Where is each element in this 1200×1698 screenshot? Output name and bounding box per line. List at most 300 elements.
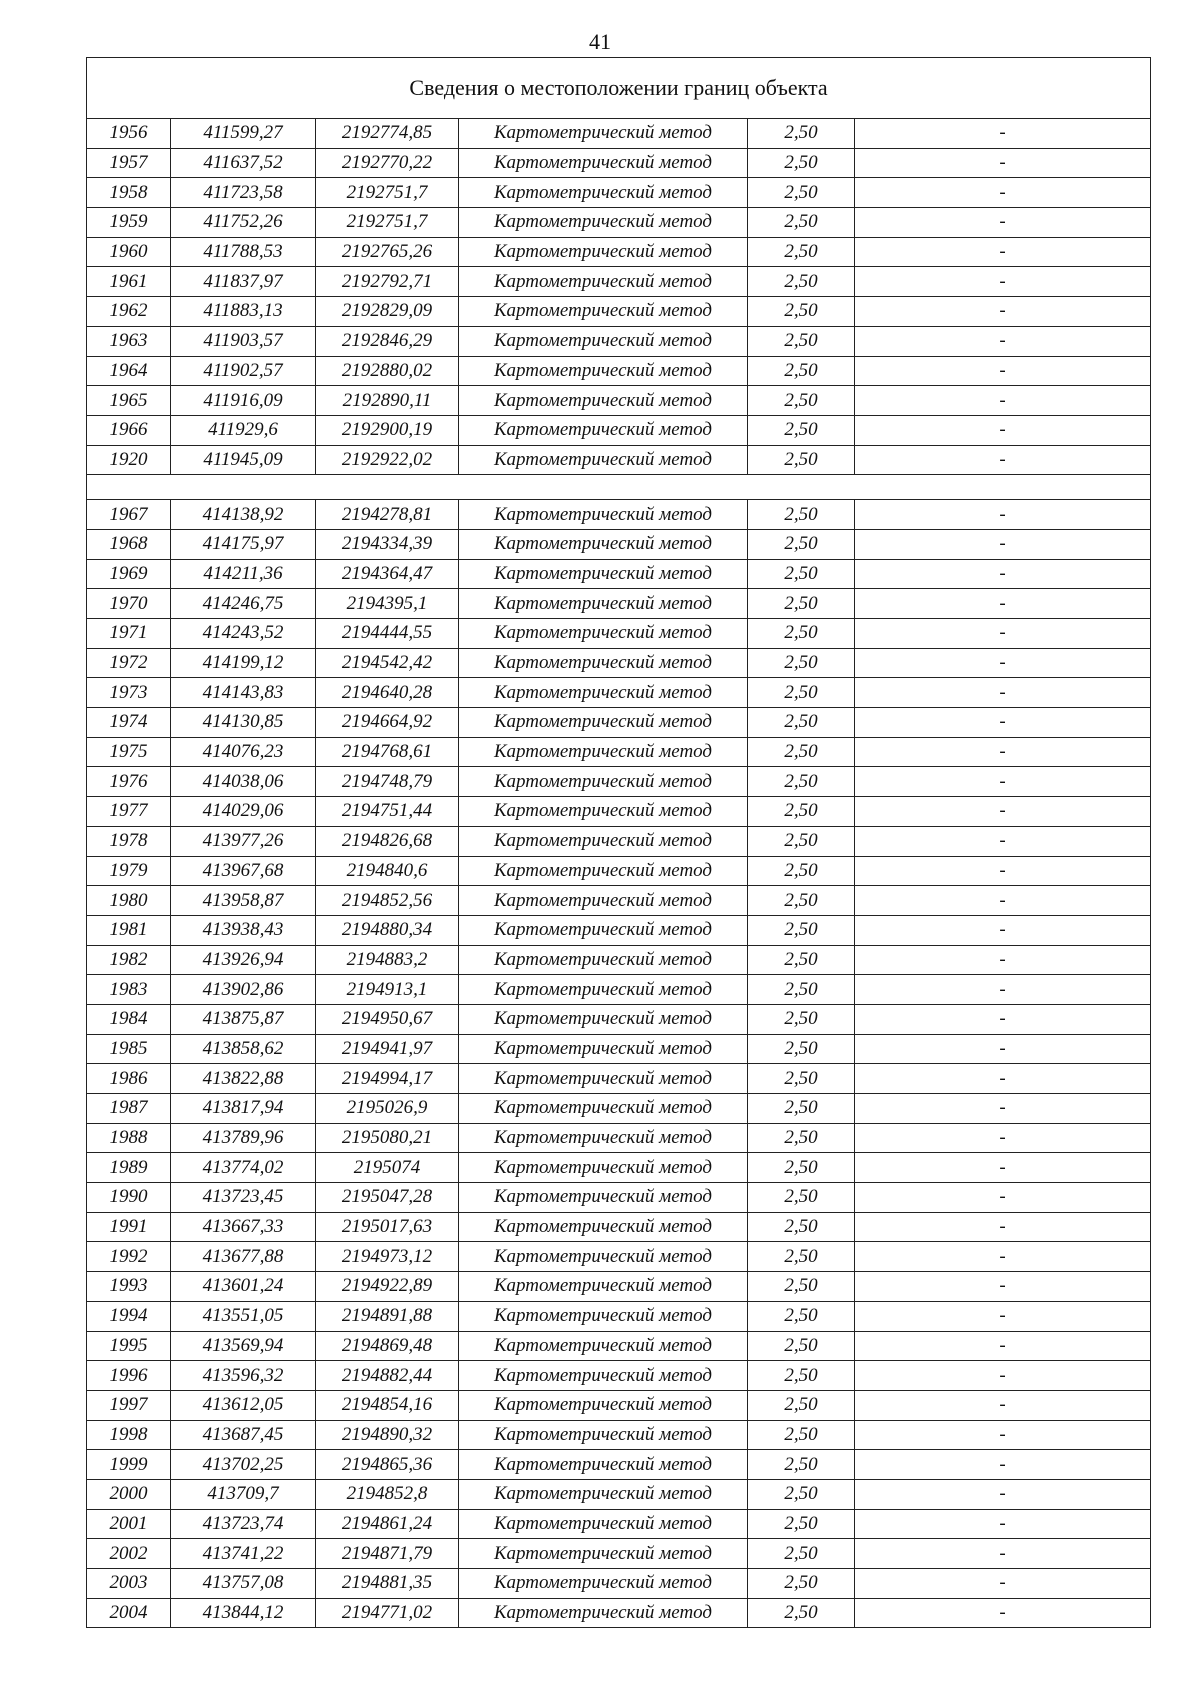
method-cell: Картометрический метод: [459, 386, 748, 416]
y-coordinate-cell: 2192829,09: [316, 297, 459, 327]
x-coordinate-cell: 414138,92: [171, 500, 316, 530]
table-row: [87, 1539, 1151, 1569]
point-number-cell: 1994: [87, 1301, 171, 1331]
method-cell: Картометрический метод: [459, 1539, 748, 1569]
description-cell: -: [855, 1361, 1151, 1391]
point-number-cell: 1985: [87, 1034, 171, 1064]
description-cell: -: [855, 1094, 1151, 1124]
x-coordinate-cell: 411599,27: [171, 119, 316, 149]
description-cell: -: [855, 1569, 1151, 1599]
description-cell: -: [855, 1123, 1151, 1153]
method-cell: Картометрический метод: [459, 148, 748, 178]
x-coordinate-cell: 413938,43: [171, 915, 316, 945]
y-coordinate-cell: 2194751,44: [316, 797, 459, 827]
table-caption-row: [87, 58, 1151, 119]
method-cell: Картометрический метод: [459, 1450, 748, 1480]
table-row: [87, 326, 1151, 356]
method-cell: Картометрический метод: [459, 1153, 748, 1183]
point-number-cell: 1973: [87, 678, 171, 708]
x-coordinate-cell: 414076,23: [171, 737, 316, 767]
table-row: [87, 208, 1151, 238]
point-number-cell: 2000: [87, 1479, 171, 1509]
y-coordinate-cell: 2194871,79: [316, 1539, 459, 1569]
x-coordinate-cell: 413569,94: [171, 1331, 316, 1361]
method-cell: Картометрический метод: [459, 708, 748, 738]
y-coordinate-cell: 2192770,22: [316, 148, 459, 178]
point-number-cell: 2002: [87, 1539, 171, 1569]
description-cell: -: [855, 178, 1151, 208]
y-coordinate-cell: 2194364,47: [316, 559, 459, 589]
table-row: [87, 915, 1151, 945]
method-cell: Картометрический метод: [459, 237, 748, 267]
point-number-cell: 1963: [87, 326, 171, 356]
point-number-cell: 1970: [87, 589, 171, 619]
precision-cell: 2,50: [748, 648, 855, 678]
y-coordinate-cell: 2195017,63: [316, 1212, 459, 1242]
table-row: [87, 1450, 1151, 1480]
x-coordinate-cell: 414038,06: [171, 767, 316, 797]
precision-cell: 2,50: [748, 1242, 855, 1272]
point-number-cell: 1992: [87, 1242, 171, 1272]
table-row: [87, 445, 1151, 475]
method-cell: Картометрический метод: [459, 589, 748, 619]
precision-cell: 2,50: [748, 208, 855, 238]
x-coordinate-cell: 413709,7: [171, 1479, 316, 1509]
method-cell: Картометрический метод: [459, 1331, 748, 1361]
table-row: [87, 1212, 1151, 1242]
table-row: [87, 237, 1151, 267]
method-cell: Картометрический метод: [459, 1212, 748, 1242]
point-number-cell: 2004: [87, 1598, 171, 1628]
boundary-coordinates-table: [86, 57, 1151, 1628]
table-row: [87, 619, 1151, 649]
x-coordinate-cell: 413601,24: [171, 1272, 316, 1302]
x-coordinate-cell: 414029,06: [171, 797, 316, 827]
x-coordinate-cell: 413902,86: [171, 975, 316, 1005]
precision-cell: 2,50: [748, 708, 855, 738]
method-cell: Картометрический метод: [459, 297, 748, 327]
point-number-cell: 1995: [87, 1331, 171, 1361]
table-row: [87, 178, 1151, 208]
table-row: [87, 945, 1151, 975]
x-coordinate-cell: 411637,52: [171, 148, 316, 178]
x-coordinate-cell: 413926,94: [171, 945, 316, 975]
x-coordinate-cell: 414243,52: [171, 619, 316, 649]
method-cell: Картометрический метод: [459, 208, 748, 238]
point-number-cell: 1969: [87, 559, 171, 589]
y-coordinate-cell: 2194891,88: [316, 1301, 459, 1331]
x-coordinate-cell: 411837,97: [171, 267, 316, 297]
x-coordinate-cell: 413741,22: [171, 1539, 316, 1569]
precision-cell: 2,50: [748, 559, 855, 589]
point-number-cell: 1987: [87, 1094, 171, 1124]
table-row: [87, 737, 1151, 767]
x-coordinate-cell: 413723,74: [171, 1509, 316, 1539]
precision-cell: 2,50: [748, 237, 855, 267]
table-row: [87, 1420, 1151, 1450]
x-coordinate-cell: 413875,87: [171, 1004, 316, 1034]
precision-cell: 2,50: [748, 975, 855, 1005]
table-row: [87, 1331, 1151, 1361]
precision-cell: 2,50: [748, 1361, 855, 1391]
group-separator: [87, 475, 1151, 500]
precision-cell: 2,50: [748, 678, 855, 708]
point-number-cell: 1981: [87, 915, 171, 945]
x-coordinate-cell: 413977,26: [171, 826, 316, 856]
table-row: [87, 797, 1151, 827]
precision-cell: 2,50: [748, 945, 855, 975]
x-coordinate-cell: 413667,33: [171, 1212, 316, 1242]
point-number-cell: 1977: [87, 797, 171, 827]
method-cell: Картометрический метод: [459, 648, 748, 678]
description-cell: -: [855, 1420, 1151, 1450]
x-coordinate-cell: 411916,09: [171, 386, 316, 416]
precision-cell: 2,50: [748, 1420, 855, 1450]
method-cell: Картометрический метод: [459, 826, 748, 856]
method-cell: Картометрический метод: [459, 1361, 748, 1391]
description-cell: -: [855, 445, 1151, 475]
precision-cell: 2,50: [748, 500, 855, 530]
y-coordinate-cell: 2194880,34: [316, 915, 459, 945]
table-row: [87, 678, 1151, 708]
description-cell: -: [855, 559, 1151, 589]
table-row: [87, 1153, 1151, 1183]
description-cell: -: [855, 1272, 1151, 1302]
y-coordinate-cell: 2194444,55: [316, 619, 459, 649]
precision-cell: 2,50: [748, 1212, 855, 1242]
method-cell: Картометрический метод: [459, 797, 748, 827]
x-coordinate-cell: 413858,62: [171, 1034, 316, 1064]
table-row: [87, 1509, 1151, 1539]
precision-cell: 2,50: [748, 1004, 855, 1034]
table-row: [87, 1272, 1151, 1302]
x-coordinate-cell: 411903,57: [171, 326, 316, 356]
page-number: 41: [589, 29, 611, 54]
group-separator-row: [87, 475, 1151, 500]
description-cell: -: [855, 386, 1151, 416]
method-cell: Картометрический метод: [459, 1390, 748, 1420]
x-coordinate-cell: 413612,05: [171, 1390, 316, 1420]
method-cell: Картометрический метод: [459, 678, 748, 708]
y-coordinate-cell: 2192900,19: [316, 415, 459, 445]
description-cell: -: [855, 915, 1151, 945]
precision-cell: 2,50: [748, 148, 855, 178]
y-coordinate-cell: 2194994,17: [316, 1064, 459, 1094]
precision-cell: 2,50: [748, 1479, 855, 1509]
table-row: [87, 975, 1151, 1005]
y-coordinate-cell: 2194664,92: [316, 708, 459, 738]
y-coordinate-cell: 2194890,32: [316, 1420, 459, 1450]
x-coordinate-cell: 413789,96: [171, 1123, 316, 1153]
method-cell: Картометрический метод: [459, 856, 748, 886]
y-coordinate-cell: 2194542,42: [316, 648, 459, 678]
point-number-cell: 1982: [87, 945, 171, 975]
precision-cell: 2,50: [748, 737, 855, 767]
table-row: [87, 500, 1151, 530]
precision-cell: 2,50: [748, 386, 855, 416]
description-cell: -: [855, 415, 1151, 445]
table-row: [87, 386, 1151, 416]
method-cell: Картометрический метод: [459, 1301, 748, 1331]
description-cell: -: [855, 856, 1151, 886]
y-coordinate-cell: 2194334,39: [316, 529, 459, 559]
table-row: [87, 148, 1151, 178]
x-coordinate-cell: 413822,88: [171, 1064, 316, 1094]
precision-cell: 2,50: [748, 356, 855, 386]
y-coordinate-cell: 2194950,67: [316, 1004, 459, 1034]
method-cell: Картометрический метод: [459, 737, 748, 767]
method-cell: Картометрический метод: [459, 326, 748, 356]
y-coordinate-cell: 2194922,89: [316, 1272, 459, 1302]
x-coordinate-cell: 414199,12: [171, 648, 316, 678]
description-cell: -: [855, 1212, 1151, 1242]
method-cell: Картометрический метод: [459, 559, 748, 589]
description-cell: -: [855, 208, 1151, 238]
description-cell: -: [855, 119, 1151, 149]
table-row: [87, 1569, 1151, 1599]
x-coordinate-cell: 411945,09: [171, 445, 316, 475]
method-cell: Картометрический метод: [459, 178, 748, 208]
y-coordinate-cell: 2192922,02: [316, 445, 459, 475]
y-coordinate-cell: 2194840,6: [316, 856, 459, 886]
description-cell: -: [855, 1509, 1151, 1539]
method-cell: Картометрический метод: [459, 1272, 748, 1302]
x-coordinate-cell: 413723,45: [171, 1183, 316, 1213]
x-coordinate-cell: 411902,57: [171, 356, 316, 386]
description-cell: -: [855, 1034, 1151, 1064]
y-coordinate-cell: 2194865,36: [316, 1450, 459, 1480]
point-number-cell: 1972: [87, 648, 171, 678]
point-number-cell: 1975: [87, 737, 171, 767]
precision-cell: 2,50: [748, 767, 855, 797]
table-caption: Сведения о местоположении границ объекта: [87, 58, 1151, 119]
precision-cell: 2,50: [748, 1509, 855, 1539]
point-number-cell: 1920: [87, 445, 171, 475]
method-cell: Картометрический метод: [459, 1479, 748, 1509]
precision-cell: 2,50: [748, 119, 855, 149]
y-coordinate-cell: 2192890,11: [316, 386, 459, 416]
point-number-cell: 1976: [87, 767, 171, 797]
precision-cell: 2,50: [748, 1094, 855, 1124]
precision-cell: 2,50: [748, 797, 855, 827]
precision-cell: 2,50: [748, 415, 855, 445]
precision-cell: 2,50: [748, 619, 855, 649]
y-coordinate-cell: 2194395,1: [316, 589, 459, 619]
precision-cell: 2,50: [748, 589, 855, 619]
table-row: [87, 1479, 1151, 1509]
precision-cell: 2,50: [748, 1272, 855, 1302]
description-cell: -: [855, 356, 1151, 386]
description-cell: -: [855, 648, 1151, 678]
table-row: [87, 856, 1151, 886]
description-cell: -: [855, 1390, 1151, 1420]
point-number-cell: 1958: [87, 178, 171, 208]
y-coordinate-cell: 2194854,16: [316, 1390, 459, 1420]
description-cell: -: [855, 1153, 1151, 1183]
precision-cell: 2,50: [748, 826, 855, 856]
precision-cell: 2,50: [748, 1539, 855, 1569]
y-coordinate-cell: 2195080,21: [316, 1123, 459, 1153]
point-number-cell: 1959: [87, 208, 171, 238]
precision-cell: 2,50: [748, 1034, 855, 1064]
method-cell: Картометрический метод: [459, 915, 748, 945]
y-coordinate-cell: 2192846,29: [316, 326, 459, 356]
y-coordinate-cell: 2195026,9: [316, 1094, 459, 1124]
point-number-cell: 1996: [87, 1361, 171, 1391]
method-cell: Картометрический метод: [459, 500, 748, 530]
method-cell: Картометрический метод: [459, 1569, 748, 1599]
method-cell: Картометрический метод: [459, 119, 748, 149]
x-coordinate-cell: 413958,87: [171, 886, 316, 916]
y-coordinate-cell: 2194826,68: [316, 826, 459, 856]
method-cell: Картометрический метод: [459, 1123, 748, 1153]
table-row: [87, 119, 1151, 149]
point-number-cell: 1964: [87, 356, 171, 386]
description-cell: -: [855, 529, 1151, 559]
description-cell: -: [855, 1450, 1151, 1480]
method-cell: Картометрический метод: [459, 415, 748, 445]
method-cell: Картометрический метод: [459, 619, 748, 649]
x-coordinate-cell: 411788,53: [171, 237, 316, 267]
description-cell: -: [855, 326, 1151, 356]
method-cell: Картометрический метод: [459, 886, 748, 916]
description-cell: -: [855, 297, 1151, 327]
precision-cell: 2,50: [748, 1331, 855, 1361]
y-coordinate-cell: 2192751,7: [316, 178, 459, 208]
method-cell: Картометрический метод: [459, 975, 748, 1005]
description-cell: -: [855, 1598, 1151, 1628]
precision-cell: 2,50: [748, 1390, 855, 1420]
precision-cell: 2,50: [748, 1183, 855, 1213]
y-coordinate-cell: 2194768,61: [316, 737, 459, 767]
method-cell: Картометрический метод: [459, 267, 748, 297]
x-coordinate-cell: 413844,12: [171, 1598, 316, 1628]
description-cell: -: [855, 737, 1151, 767]
y-coordinate-cell: 2192880,02: [316, 356, 459, 386]
y-coordinate-cell: 2194861,24: [316, 1509, 459, 1539]
y-coordinate-cell: 2194771,02: [316, 1598, 459, 1628]
point-number-cell: 1966: [87, 415, 171, 445]
x-coordinate-cell: 411929,6: [171, 415, 316, 445]
x-coordinate-cell: 414143,83: [171, 678, 316, 708]
description-cell: -: [855, 1004, 1151, 1034]
precision-cell: 2,50: [748, 445, 855, 475]
description-cell: -: [855, 1479, 1151, 1509]
x-coordinate-cell: 413551,05: [171, 1301, 316, 1331]
point-number-cell: 1990: [87, 1183, 171, 1213]
y-coordinate-cell: 2194852,8: [316, 1479, 459, 1509]
x-coordinate-cell: 411723,58: [171, 178, 316, 208]
point-number-cell: 1980: [87, 886, 171, 916]
x-coordinate-cell: 413677,88: [171, 1242, 316, 1272]
x-coordinate-cell: 414211,36: [171, 559, 316, 589]
y-coordinate-cell: 2194640,28: [316, 678, 459, 708]
method-cell: Картометрический метод: [459, 356, 748, 386]
method-cell: Картометрический метод: [459, 1420, 748, 1450]
y-coordinate-cell: 2194941,97: [316, 1034, 459, 1064]
y-coordinate-cell: 2194881,35: [316, 1569, 459, 1599]
point-number-cell: 1983: [87, 975, 171, 1005]
x-coordinate-cell: 414246,75: [171, 589, 316, 619]
description-cell: -: [855, 767, 1151, 797]
point-number-cell: 1971: [87, 619, 171, 649]
table-row: [87, 1034, 1151, 1064]
y-coordinate-cell: 2192774,85: [316, 119, 459, 149]
description-cell: -: [855, 619, 1151, 649]
precision-cell: 2,50: [748, 915, 855, 945]
point-number-cell: 1999: [87, 1450, 171, 1480]
table-row: [87, 1094, 1151, 1124]
precision-cell: 2,50: [748, 326, 855, 356]
point-number-cell: 2001: [87, 1509, 171, 1539]
description-cell: -: [855, 886, 1151, 916]
y-coordinate-cell: 2194748,79: [316, 767, 459, 797]
point-number-cell: 1968: [87, 529, 171, 559]
y-coordinate-cell: 2192765,26: [316, 237, 459, 267]
point-number-cell: 1979: [87, 856, 171, 886]
method-cell: Картометрический метод: [459, 1598, 748, 1628]
y-coordinate-cell: 2192792,71: [316, 267, 459, 297]
table-row: [87, 1301, 1151, 1331]
method-cell: Картометрический метод: [459, 1094, 748, 1124]
table-row: [87, 1598, 1151, 1628]
y-coordinate-cell: 2194278,81: [316, 500, 459, 530]
precision-cell: 2,50: [748, 1450, 855, 1480]
method-cell: Картометрический метод: [459, 945, 748, 975]
x-coordinate-cell: 413967,68: [171, 856, 316, 886]
point-number-cell: 1993: [87, 1272, 171, 1302]
description-cell: -: [855, 1301, 1151, 1331]
y-coordinate-cell: 2194883,2: [316, 945, 459, 975]
point-number-cell: 1991: [87, 1212, 171, 1242]
table-row: [87, 648, 1151, 678]
y-coordinate-cell: 2194973,12: [316, 1242, 459, 1272]
table-row: [87, 1390, 1151, 1420]
method-cell: Картометрический метод: [459, 529, 748, 559]
point-number-cell: 1989: [87, 1153, 171, 1183]
x-coordinate-cell: 413596,32: [171, 1361, 316, 1391]
description-cell: -: [855, 1539, 1151, 1569]
method-cell: Картометрический метод: [459, 1004, 748, 1034]
point-number-cell: 1974: [87, 708, 171, 738]
point-number-cell: 1978: [87, 826, 171, 856]
method-cell: Картометрический метод: [459, 1064, 748, 1094]
description-cell: -: [855, 500, 1151, 530]
x-coordinate-cell: 413817,94: [171, 1094, 316, 1124]
description-cell: -: [855, 267, 1151, 297]
y-coordinate-cell: 2192751,7: [316, 208, 459, 238]
x-coordinate-cell: 414130,85: [171, 708, 316, 738]
description-cell: -: [855, 148, 1151, 178]
method-cell: Картометрический метод: [459, 445, 748, 475]
y-coordinate-cell: 2195047,28: [316, 1183, 459, 1213]
description-cell: -: [855, 975, 1151, 1005]
precision-cell: 2,50: [748, 1569, 855, 1599]
description-cell: -: [855, 589, 1151, 619]
description-cell: -: [855, 797, 1151, 827]
x-coordinate-cell: 413757,08: [171, 1569, 316, 1599]
description-cell: -: [855, 1064, 1151, 1094]
table-row: [87, 1004, 1151, 1034]
description-cell: -: [855, 826, 1151, 856]
table-row: [87, 708, 1151, 738]
method-cell: Картометрический метод: [459, 1509, 748, 1539]
precision-cell: 2,50: [748, 297, 855, 327]
point-number-cell: 1962: [87, 297, 171, 327]
table-row: [87, 356, 1151, 386]
table-row: [87, 559, 1151, 589]
precision-cell: 2,50: [748, 886, 855, 916]
